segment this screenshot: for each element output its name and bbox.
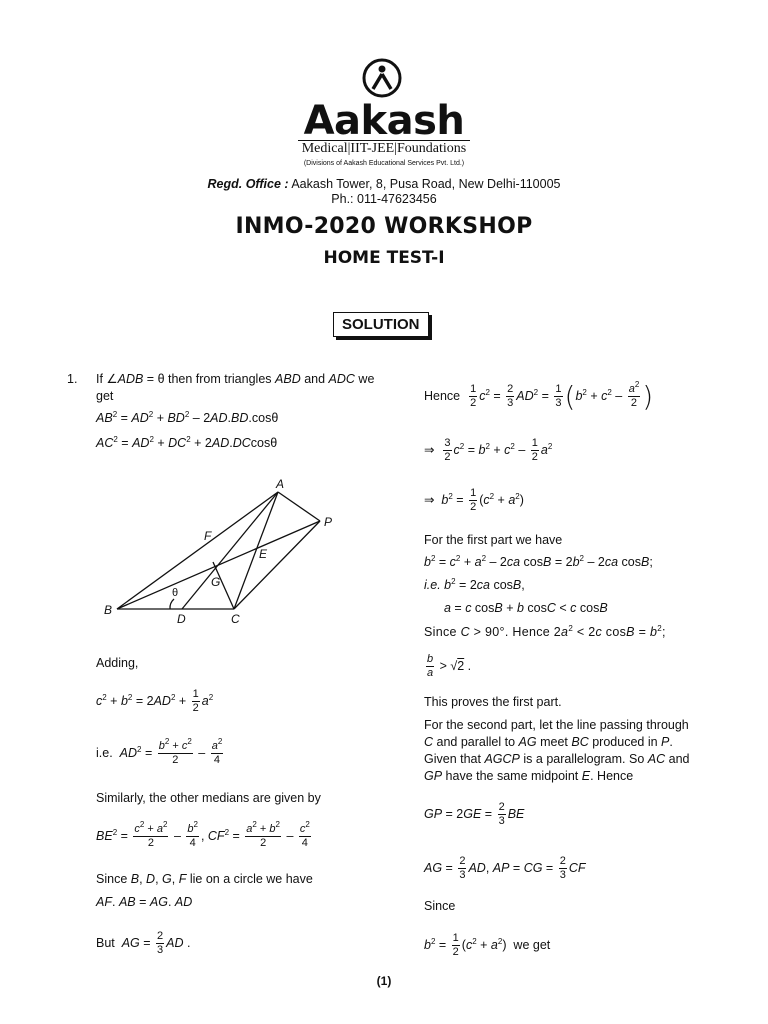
since-circle-text: Since B, D, G, F lie on a circle we have (96, 872, 313, 886)
eq-hence: Hence $\frac{1}{2}$ $c^2$ = $\frac{2}{3}$ $AD^2$ = $\frac{1}{3}$ ($b^2 + c^2$ – $\frac{a^2}{2}$ ) (424, 380, 654, 413)
line-cp (234, 521, 320, 609)
point-f: F (204, 529, 212, 543)
point-c: C (231, 612, 240, 626)
brand-division: (Divisions of Aakash Educational Services Pvt. Ltd.) (303, 160, 465, 167)
eq-ac2: $AC^2 = AD^2 + DC^2 + 2AD.DCcos\theta$ (96, 435, 278, 450)
adding-label: Adding, (96, 656, 139, 670)
theta-label: θ (172, 587, 179, 599)
brand-name: Aakash (303, 98, 465, 144)
office-phone: Ph.: 011-47623456 (331, 192, 437, 206)
page-number: (1) (376, 974, 392, 988)
second-part-line-2: C and parallel to AG meet BC produced in P. (424, 735, 673, 749)
question-number: 1. (67, 372, 78, 386)
eq-ag-ap: AG = $\frac{2}{3}$ AD, AP = CG = $\frac{2}{3}$ CF (424, 855, 586, 881)
eq-ab2: $AB^2 = AD^2 + BD^2 - 2AD.BD.\cos\theta$ (96, 410, 279, 425)
intro-line: If ∠ADB = θ then from triangles ABD and ADC we (96, 372, 375, 386)
eq-sum: $c^2 + b^2 = 2AD^2$ + $\frac{1}{2}$ $a^2$ (96, 688, 214, 714)
second-part-line-1: For the second part, let the line passing through (424, 718, 689, 732)
point-g: G (211, 575, 221, 589)
eq-since-c: Since C > 90°. Hence $2a^2 < 2c$ $\cos B = b^2$; (424, 624, 666, 639)
second-part-line-4: GP have the same midpoint E. Hence (424, 769, 634, 783)
page-subtitle: HOME TEST-I (323, 248, 445, 268)
eq-medians: $BE^2$ = $\frac{c^2 + a^2}{2}$ – $\frac{b^2}{4}$ , $CF^2$ = $\frac{a^2 + b^2}{2}$ – $\frac{c^2}{4}$ (96, 820, 310, 849)
eq-ad2: i.e. $AD^2$ = $\frac{b^2 + c^2}{2}$ – $\frac{a^2}{4}$ (96, 737, 223, 766)
second-part-line-3: Given that AGCP is a parallelogram. So AC and (424, 752, 690, 766)
point-b: B (104, 603, 113, 617)
point-p: P (324, 515, 333, 529)
line-ca (234, 492, 278, 609)
proves-text: This proves the first part. (424, 695, 562, 709)
eq-ie: i.e. $b^2 = 2ca$ cosB, (424, 577, 525, 592)
eq-final: $b^2$ = $\frac{1}{2}$ $(c^2 + a^2)$ we get (424, 932, 551, 958)
eq-gp: GP = 2GE = $\frac{2}{3}$ BE (424, 801, 525, 827)
line-ba (117, 492, 278, 609)
first-part-text: For the first part we have (424, 533, 563, 547)
brand-tagline: Medical|IIT-JEE|Foundations (301, 141, 467, 156)
point-d: D (177, 612, 186, 626)
eq-ag: But AG = $\frac{2}{3}$ AD . (96, 930, 191, 956)
office-label: Regd. Office : (207, 177, 289, 191)
eq-ratio: $\frac{b}{a}$ > √2 . (427, 653, 472, 679)
office-address: Aakash Tower, 8, Pusa Road, New Delhi-110005 (291, 177, 561, 191)
point-a: A (276, 478, 285, 491)
eq-power: AF. AB = AG. AD (96, 895, 193, 909)
page-title: INMO-2020 WORKSHOP (235, 214, 533, 239)
triangle-diagram (100, 478, 345, 628)
eq-cosine: $b^2 = c^2 + a^2 - 2ca$ $\cos B = 2b^2 - 2ca$ cosB; (424, 554, 653, 569)
eq-projection: a = c cosB + b cosC < c cosB (444, 601, 608, 615)
line-bp (117, 521, 320, 609)
eq-implies-2: ⇒ $b^2$ = $\frac{1}{2}$ $(c^2 + a^2)$ (424, 487, 524, 513)
since-text: Since (424, 899, 456, 913)
intro-line-2: get (96, 389, 114, 403)
line-ap (278, 492, 320, 521)
similarly-text: Similarly, the other medians are given by (96, 791, 321, 805)
office-line (0, 176, 768, 192)
point-e: E (259, 547, 268, 561)
aakash-logo-icon (361, 57, 403, 99)
solution-badge: SOLUTION (333, 312, 429, 337)
eq-implies-1: ⇒ $\frac{3}{2}$ $c^2 = b^2 + c^2$ – $\frac{1}{2}$ $a^2$ (424, 437, 553, 463)
theta-arc (170, 599, 174, 609)
